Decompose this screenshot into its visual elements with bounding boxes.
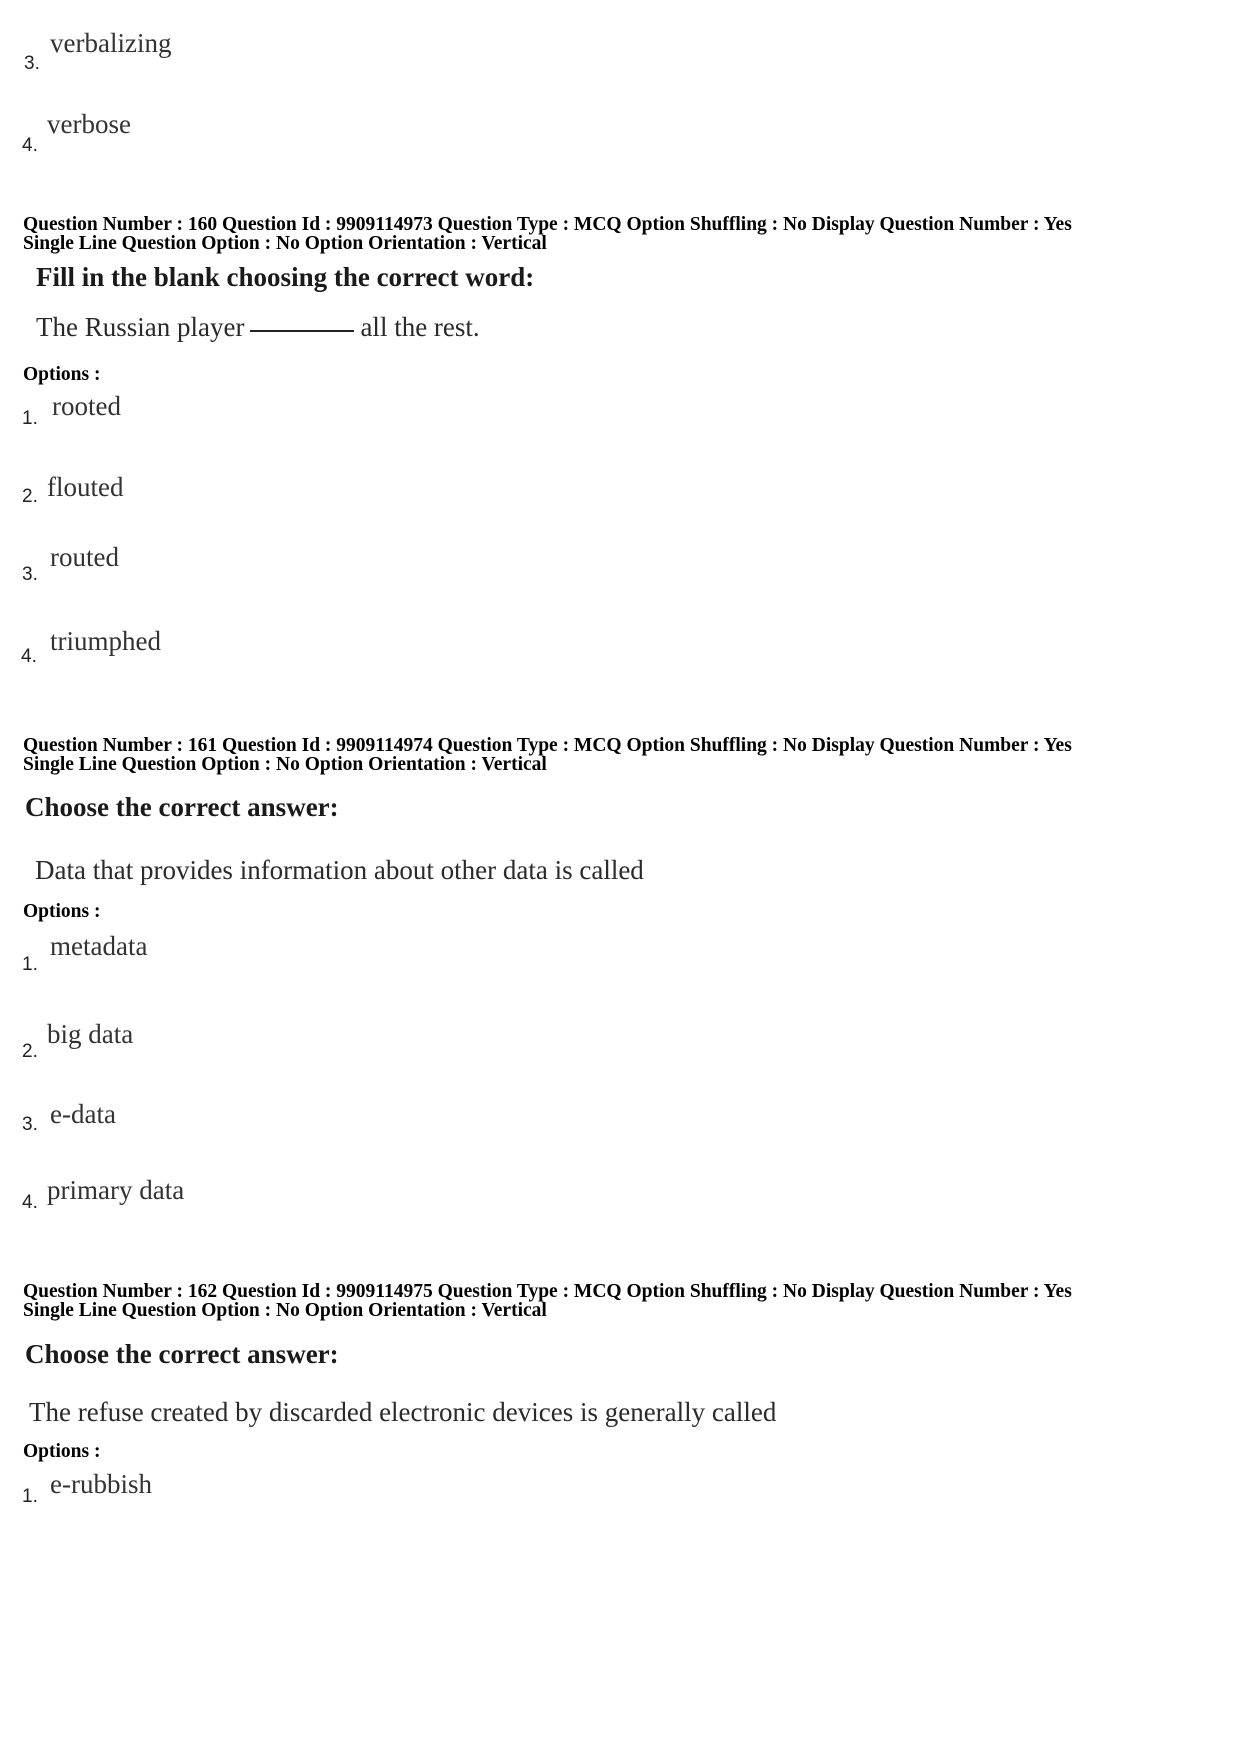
option-text: e-data xyxy=(50,1099,116,1129)
question-text xyxy=(36,312,480,343)
question-meta-line-1: Question Number : 161 Question Id : 9909114974 Question Type : MCQ Option Shuffling : No Display Question Number : Yes xyxy=(23,735,1072,756)
option-text: e-rubbish xyxy=(50,1469,152,1499)
option-number: 2. xyxy=(22,1041,38,1062)
option-text: rooted xyxy=(52,391,121,421)
option-number: 1. xyxy=(22,408,38,429)
question-text: Data that provides information about other data is called xyxy=(35,855,644,885)
question-heading: Choose the correct answer: xyxy=(25,792,339,822)
option-text: routed xyxy=(50,542,119,572)
option-text: triumphed xyxy=(50,626,161,656)
option-number: 3. xyxy=(22,564,38,585)
option-number: 3. xyxy=(24,53,40,74)
option-text: verbose xyxy=(47,109,131,139)
question-meta-line-2: Single Line Question Option : No Option Orientation : Vertical xyxy=(23,1300,547,1321)
option-number: 1. xyxy=(22,954,38,975)
option-number: 4. xyxy=(22,1192,38,1213)
question-text-after: all the rest. xyxy=(360,312,480,342)
option-text: flouted xyxy=(47,472,124,502)
question-text-before: The Russian player xyxy=(36,312,245,342)
options-label: Options : xyxy=(23,1441,101,1462)
question-heading: Fill in the blank choosing the correct word: xyxy=(36,262,535,292)
fill-blank xyxy=(250,330,354,332)
question-meta-line-1: Question Number : 160 Question Id : 9909114973 Question Type : MCQ Option Shuffling : No Display Question Number : Yes xyxy=(23,214,1072,235)
option-number: 2. xyxy=(22,486,38,507)
question-meta-line-2: Single Line Question Option : No Option Orientation : Vertical xyxy=(23,754,547,775)
options-label: Options : xyxy=(23,364,101,385)
question-meta-line-1: Question Number : 162 Question Id : 9909114975 Question Type : MCQ Option Shuffling : No Display Question Number : Yes xyxy=(23,1281,1072,1302)
options-label: Options : xyxy=(23,901,101,922)
question-meta-line-2: Single Line Question Option : No Option Orientation : Vertical xyxy=(23,233,547,254)
question-heading: Choose the correct answer: xyxy=(25,1339,339,1369)
option-number: 4. xyxy=(22,135,38,156)
option-text: metadata xyxy=(50,931,148,961)
option-text: big data xyxy=(47,1019,134,1049)
question-text: The refuse created by discarded electronic devices is generally called xyxy=(29,1397,777,1427)
option-text: primary data xyxy=(47,1175,185,1205)
option-number: 4. xyxy=(21,646,37,667)
option-number: 3. xyxy=(22,1114,38,1135)
option-number: 1. xyxy=(22,1486,38,1507)
option-text: verbalizing xyxy=(50,28,172,58)
